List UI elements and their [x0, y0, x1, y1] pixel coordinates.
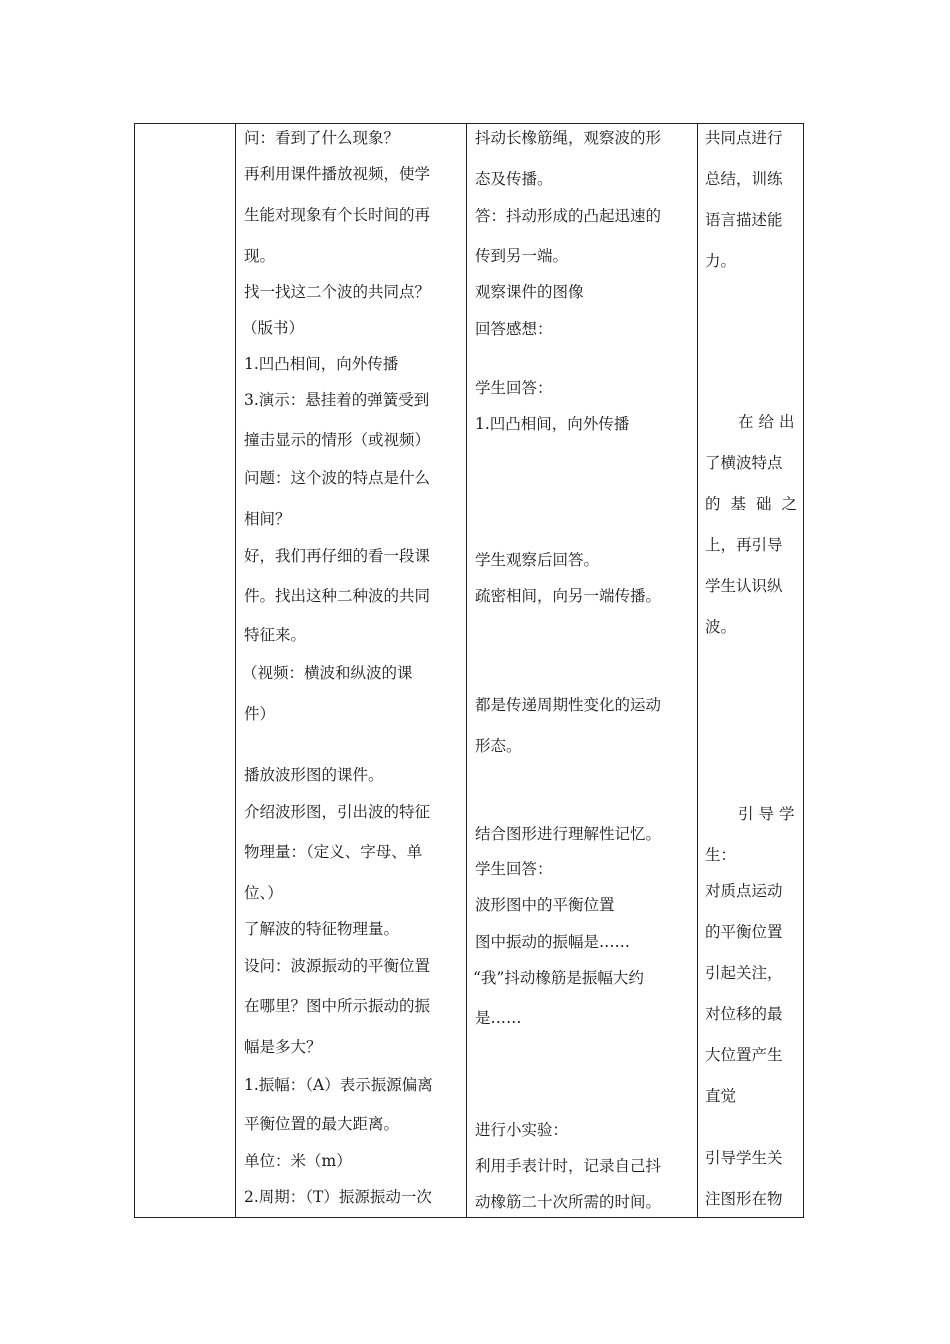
column-divider: [235, 124, 236, 1217]
text-line: 幅是多大？: [244, 1038, 322, 1056]
text-line: 相间？: [244, 510, 291, 528]
text-line: 态及传播。: [475, 170, 553, 188]
text-line: 传到另一端。: [475, 247, 569, 265]
text-line: 上，再引导: [705, 536, 783, 554]
text-line: 是……: [475, 1009, 522, 1027]
text-line: 大位置产生: [705, 1046, 783, 1064]
text-line: 观察课件的图像: [475, 283, 584, 301]
text-line: 学生回答：: [475, 379, 553, 397]
text-line: 共同点进行: [705, 129, 783, 147]
text-line: 1.凹凸相间，向外传播: [475, 415, 630, 433]
text-line: 位、）: [244, 884, 283, 902]
column-divider: [466, 124, 467, 1217]
text-line: 1.凹凸相间，向外传播: [244, 355, 399, 373]
text-line: 特征来。: [244, 626, 307, 644]
text-line: 1.振幅：（A）表示振源偏离: [244, 1076, 433, 1094]
text-line: 件）: [244, 705, 276, 723]
text-line: 学生认识纵: [705, 577, 783, 595]
column-divider: [697, 124, 698, 1217]
text-line: 撞击显示的情形（或视频）: [244, 431, 431, 449]
text-line: 在给出: [738, 413, 800, 431]
text-line: 形态。: [475, 737, 522, 755]
text-line: 都是传递周期性变化的运动: [475, 696, 662, 714]
text-line: 了解波的特征物理量。: [244, 920, 400, 938]
text-line: 学生回答：: [475, 860, 553, 878]
text-line: 学生观察后回答。: [475, 551, 600, 569]
text-line: 力。: [705, 252, 737, 270]
text-line: 在哪里？图中所示振动的振: [244, 997, 431, 1015]
text-line: 引导学生关: [705, 1149, 783, 1167]
text-line: 介绍波形图，引出波的特征: [244, 803, 431, 821]
text-line: 抖动长橡筋绳，观察波的形: [475, 129, 662, 147]
text-line: （视频：横波和纵波的课: [242, 664, 413, 682]
text-line: 平衡位置的最大距离。: [244, 1115, 400, 1133]
text-line: 疏密相间，向另一端传播。: [475, 587, 662, 605]
text-line: 波形图中的平衡位置: [475, 896, 615, 914]
text-line: 现。: [244, 247, 276, 265]
text-line: （版书）: [242, 319, 305, 337]
text-line: 3.演示：悬挂着的弹簧受到: [244, 391, 430, 409]
text-line: 利用手表计时，记录自己抖: [475, 1157, 662, 1175]
text-line: 总结，训练: [705, 170, 783, 188]
text-line: 对质点运动: [705, 882, 783, 900]
text-line: 结合图形进行理解性记忆。: [475, 825, 662, 843]
text-line: 动橡筋二十次所需的时间。: [475, 1193, 662, 1211]
text-line: 的基础之: [705, 495, 808, 513]
text-line: 找一找这二个波的共同点？: [244, 283, 431, 301]
text-line: 生：: [705, 846, 737, 864]
text-line: 问：看到了什么现象？: [244, 129, 400, 147]
text-line: 图中振动的振幅是……: [475, 933, 631, 951]
text-line: 了横波特点: [705, 454, 783, 472]
text-line: 的平衡位置: [705, 923, 783, 941]
text-line: 好，我们再仔细的看一段课: [244, 547, 431, 565]
text-line: 波。: [705, 618, 737, 636]
text-line: 件。找出这种二种波的共同: [244, 587, 431, 605]
text-line: 直觉: [705, 1087, 737, 1105]
text-line: 引导学: [738, 805, 800, 823]
lesson-plan-table: [134, 123, 808, 1218]
text-line: 回答感想：: [475, 320, 553, 338]
text-line: 播放波形图的课件。: [244, 766, 384, 784]
text-line: 对位移的最: [705, 1005, 783, 1023]
text-line: 问题：这个波的特点是什么: [244, 469, 431, 487]
text-line: “我”抖动橡筋是振幅大约: [473, 969, 644, 987]
text-line: 注图形在物: [705, 1190, 783, 1208]
text-line: 单位：米（m）: [244, 1152, 352, 1170]
text-line: 答：抖动形成的凸起迅速的: [475, 207, 662, 225]
text-line: 2.周期：（T）振源振动一次: [244, 1188, 432, 1206]
text-line: 再利用课件播放视频，使学: [244, 165, 431, 183]
text-line: 进行小实验：: [475, 1121, 569, 1139]
text-line: 生能对现象有个长时间的再: [244, 206, 431, 224]
text-line: 语言描述能: [705, 211, 783, 229]
text-line: 物理量：（定义、字母、单: [244, 843, 423, 861]
text-line: 引起关注，: [705, 964, 783, 982]
text-line: 设问：波源振动的平衡位置: [244, 957, 431, 975]
